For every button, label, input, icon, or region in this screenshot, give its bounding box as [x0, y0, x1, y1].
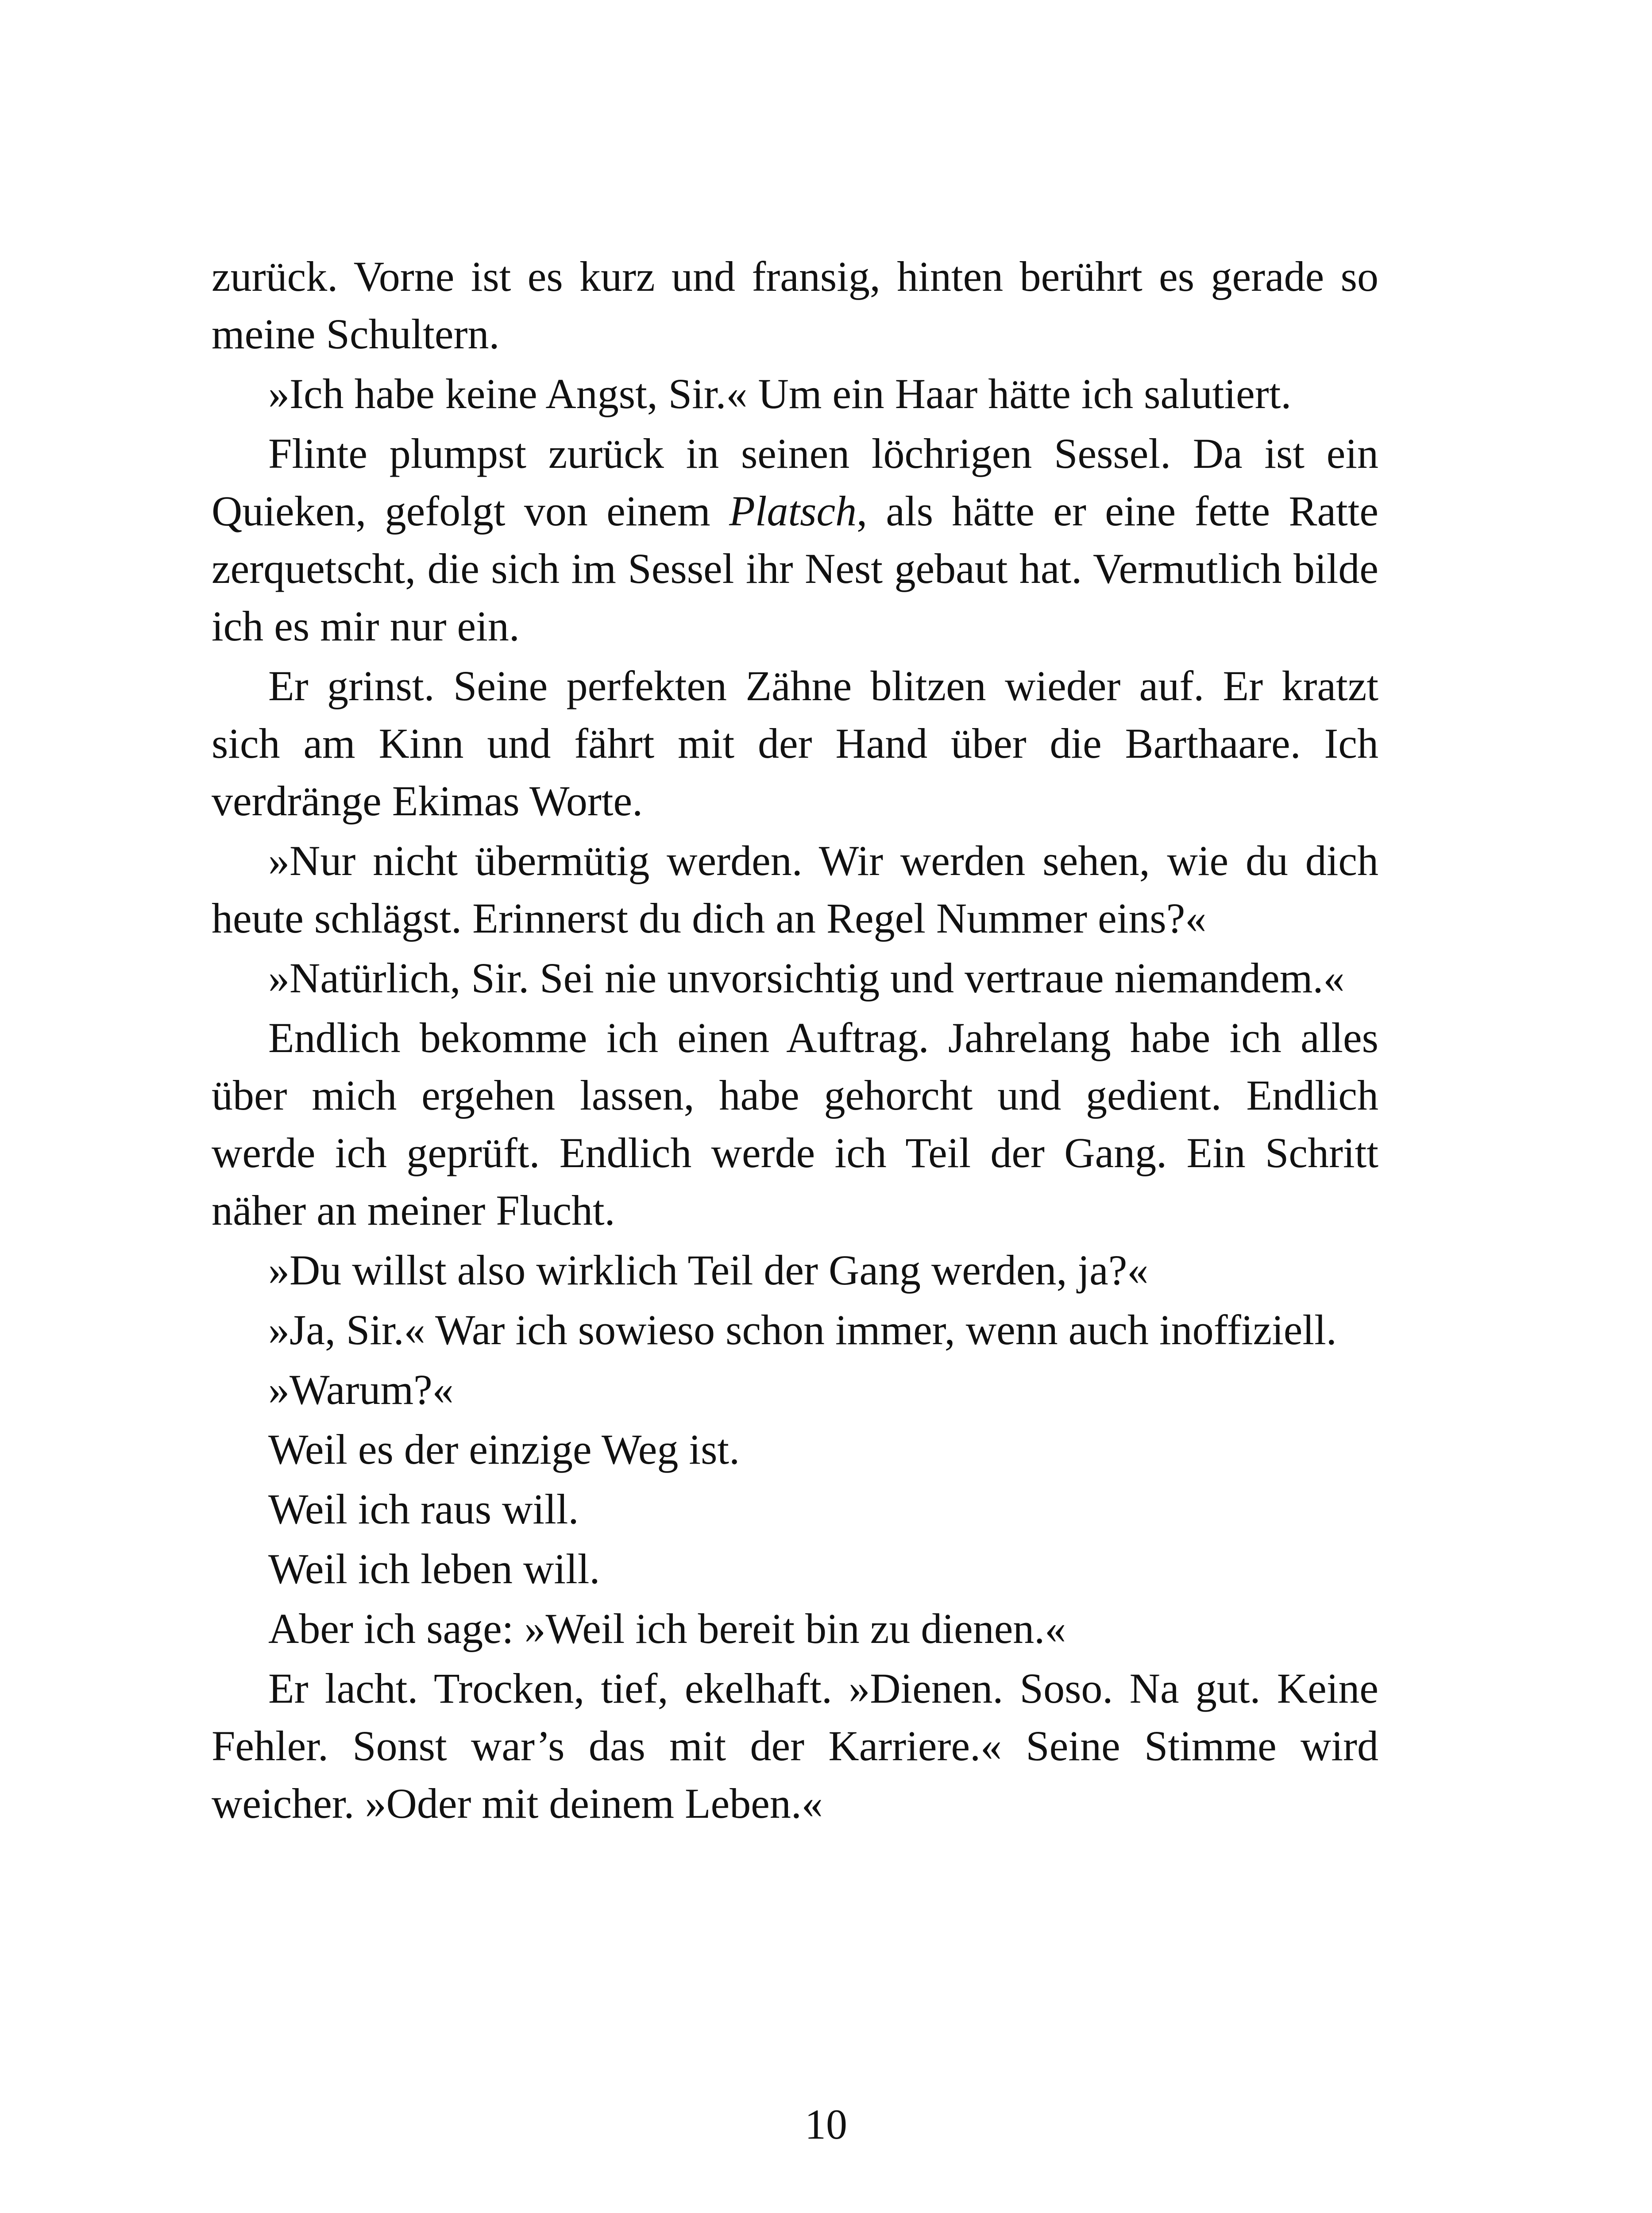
- page-number: 10: [805, 2101, 847, 2148]
- paragraph: Weil ich raus will.: [268, 1485, 579, 1533]
- paragraph: »Ich habe keine Angst, Sir.« Um ein Haar hätte ich salutiert.: [268, 370, 1292, 417]
- paragraph: »Natürlich, Sir. Sei nie unvorsichtig und vertraue niemandem.«: [268, 954, 1345, 1002]
- paragraph: Weil ich leben will.: [268, 1545, 600, 1592]
- paragraph: »Ja, Sir.« War ich sowieso schon immer, wenn auch inoffiziell.: [268, 1306, 1337, 1353]
- paragraph-text: , als hätte er eine fette Ratte zerquetscht, die sich im Sessel ihr Nest gebaut hat. Vermutlich bilde ich es mir nur ein.: [212, 487, 1379, 650]
- paragraph-text: Flinte plumpst zurück in seinen löchrigen Sessel. Da ist ein Quieken, gefolgt von einem: [212, 430, 1378, 535]
- paragraph: »Du willst also wirklich Teil der Gang werden, ja?«: [268, 1246, 1149, 1294]
- paragraph: »Warum?«: [268, 1366, 454, 1413]
- paragraph: [212, 425, 1378, 655]
- paragraph: Er lacht. Trocken, tief, ekelhaft. »Dienen. Soso. Na gut. Keine Fehler. Sonst war’s das mit der Karriere.« Seine Stimme wird weicher. »Oder mit deinem Leben.«: [212, 1665, 1378, 1827]
- body-text: [212, 248, 1378, 1832]
- paragraph: Er grinst. Seine perfekten Zähne blitzen wieder auf. Er kratzt sich am Kinn und fährt mit der Hand über die Barthaare. Ich verdränge Ekimas Worte.: [212, 662, 1378, 825]
- emphasis-text: Platsch: [729, 487, 857, 535]
- paragraph: Weil es der einzige Weg ist.: [268, 1426, 740, 1473]
- paragraph: »Nur nicht übermütig werden. Wir werden sehen, wie du dich heute schlägst. Erinnerst du dich an Regel Nummer eins?«: [212, 837, 1378, 942]
- paragraph: Endlich bekomme ich einen Auftrag. Jahrelang habe ich alles über mich ergehen lassen, habe gehorcht und gedient. Endlich werde ich geprüft. Endlich werde ich Teil der Gang. Ein Schritt näher an meiner Flucht.: [212, 1014, 1378, 1234]
- paragraph: zurück. Vorne ist es kurz und fransig, hinten berührt es gerade so meine Schultern.: [212, 253, 1378, 358]
- paragraph: Aber ich sage: »Weil ich bereit bin zu dienen.«: [268, 1605, 1066, 1652]
